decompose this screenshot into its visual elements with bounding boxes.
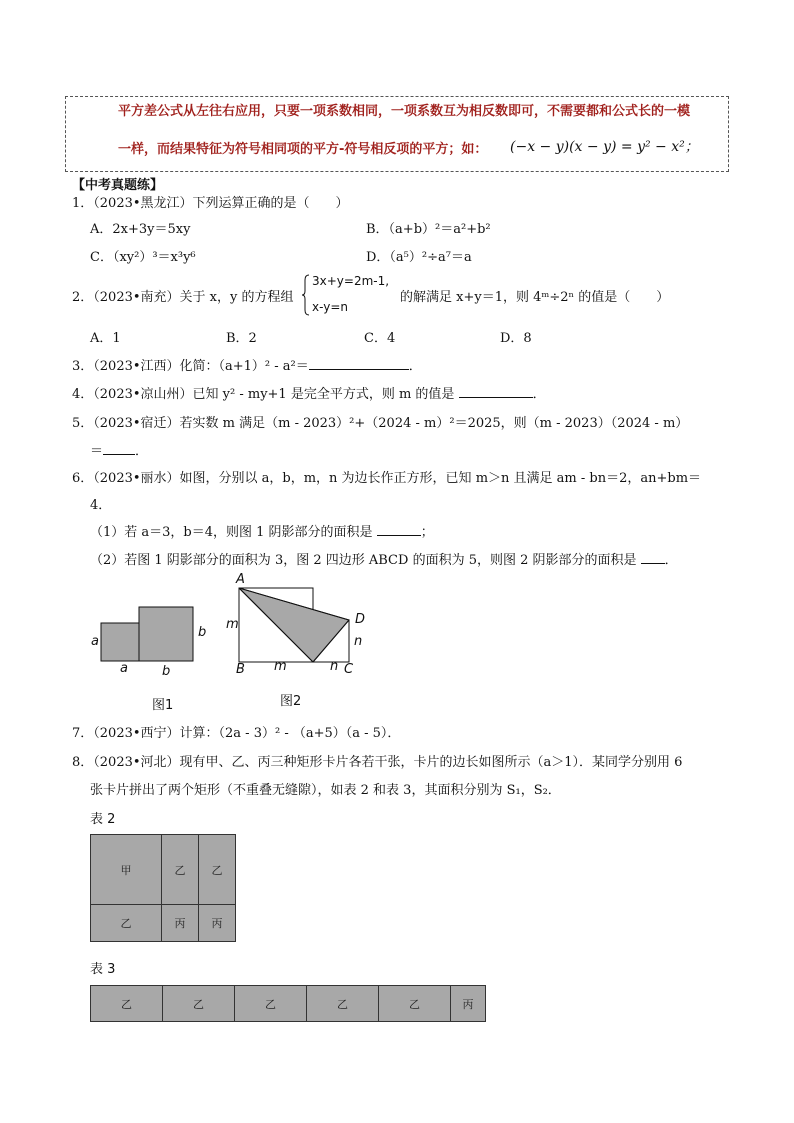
fig2-label-m-left: m: [226, 617, 239, 632]
q3-answer-blank[interactable]: [309, 358, 409, 370]
fig2-label-D: D: [355, 612, 366, 627]
q1-option-c: C．（xy²）³＝x³y⁶: [90, 250, 196, 265]
table3-cell-6: 丙: [450, 985, 486, 1022]
q2-option-d: D．8: [500, 331, 532, 346]
q6-part1-blank[interactable]: [377, 524, 421, 536]
q2-option-a: A．1: [90, 331, 121, 346]
q6-part-2: （2）若图 1 阴影部分的面积为 3，图 2 四边形 ABCD 的面积为 5，则图 2 阴影部分的面积是 ．: [90, 553, 678, 568]
tip-line-1: 平方差公式从左往右应用，只要一项系数相同，一项系数互为相反数即可，不需要都和公式长的一模: [118, 104, 691, 119]
q2-equation-1: 3x+y=2m-1,: [312, 274, 390, 288]
q6-line-2: 4．: [90, 498, 112, 513]
q2-stem-a: 2．（2023•南充）关于 x，y 的方程组: [72, 290, 294, 305]
table2-cell-bing-2: 丙: [198, 904, 236, 942]
fig2-label-n-bottom: n: [330, 659, 339, 674]
fig2-label-B: B: [236, 662, 245, 677]
q2-equation-2: x-y=n: [312, 300, 348, 314]
table3-cell-5: 乙: [378, 985, 451, 1022]
table3-cell-4: 乙: [306, 985, 379, 1022]
q2-option-b: B．2: [226, 331, 257, 346]
fig1-square-b: [139, 607, 193, 661]
q2-brace: [302, 274, 310, 316]
q8-line-1: 8．（2023•河北）现有甲、乙、丙三种矩形卡片各若干张，卡片的边长如图所示（a＞1）．某同学分别用 6: [72, 755, 683, 770]
section-title: 【中考真题练】: [72, 178, 164, 193]
q7-stem: 7．（2023•西宁）计算：（2a - 3）² - （a+5）（a - 5）．: [72, 726, 401, 741]
table2-cell-yi-1: 乙: [161, 834, 199, 905]
q1-stem: 1．（2023•黑龙江）下列运算正确的是（ ）: [72, 196, 349, 211]
q8-line-2: 张卡片拼出了两个矩形（不重叠无缝隙），如表 2 和表 3，其面积分别为 S₁，S₂．: [90, 783, 561, 798]
fig1-label-a-left: a: [91, 634, 99, 649]
q2-option-c: C．4: [364, 331, 396, 346]
table2-cell-bing-1: 丙: [161, 904, 199, 942]
q3-stem: 3．（2023•江西）化简：（a+1）² - a²＝ ．: [72, 359, 422, 374]
q4-stem: 4．（2023•凉山州）已知 y² - my+1 是完全平方式，则 m 的值是 ．: [72, 387, 546, 402]
q5-line-2: ＝ ．: [90, 444, 149, 459]
table3-cell-3: 乙: [234, 985, 307, 1022]
fig2-label-A: A: [236, 572, 245, 587]
table3-cell-1: 乙: [90, 985, 163, 1022]
fig2-shaded-triangle: [239, 588, 349, 662]
q5-answer-blank[interactable]: [103, 443, 135, 455]
q6-part-1: （1）若 a＝3，b＝4，则图 1 阴影部分的面积是 ；: [90, 525, 434, 540]
fig2-label-C: C: [344, 662, 354, 677]
fig1-square-a: [101, 623, 139, 661]
q1-option-a: A．2x+3y＝5xy: [90, 222, 191, 237]
table2-label: 表 2: [90, 812, 116, 827]
fig1-label-a-bottom: a: [120, 661, 128, 676]
q5-line-1: 5．（2023•宿迁）若实数 m 满足（m - 2023）²+（2024 - m）²＝2025，则（m - 2023）（2024 - m）: [72, 416, 689, 431]
q6-line-1: 6．（2023•丽水）如图，分别以 a，b，m，n 为边长作正方形，已知 m＞n 且满足 am - bn＝2，an+bm＝: [72, 471, 702, 486]
table2-cell-jia: 甲: [90, 834, 162, 905]
fig1-label-b-bottom: b: [162, 664, 171, 679]
q1-option-d: D．（a⁵）²÷a⁷＝a: [366, 250, 472, 265]
fig2-caption: 图2: [280, 694, 302, 709]
tip-formula: (−x − y)(x − y) = y² − x²；: [510, 139, 699, 155]
table3-label: 表 3: [90, 962, 116, 977]
tip-line-2: 一样，而结果特征为符号相同项的平方-符号相反项的平方；如：: [118, 142, 488, 157]
fig1-caption: 图1: [152, 698, 174, 713]
q6-part2-blank[interactable]: [641, 552, 665, 564]
fig2-label-m-bottom: m: [274, 659, 287, 674]
fig2-label-n-right: n: [354, 634, 363, 649]
fig1-label-b-right: b: [198, 625, 207, 640]
figure-1: [90, 595, 220, 695]
q1-option-b: B．（a+b）²＝a²+b²: [366, 222, 491, 237]
q4-answer-blank[interactable]: [459, 386, 533, 398]
q2-stem-b: 的解满足 x+y＝1，则 4ᵐ÷2ⁿ 的值是（ ）: [400, 290, 670, 305]
table2-cell-yi-2: 乙: [198, 834, 236, 905]
table2-cell-yi-3: 乙: [90, 904, 162, 942]
table3-cell-2: 乙: [162, 985, 235, 1022]
